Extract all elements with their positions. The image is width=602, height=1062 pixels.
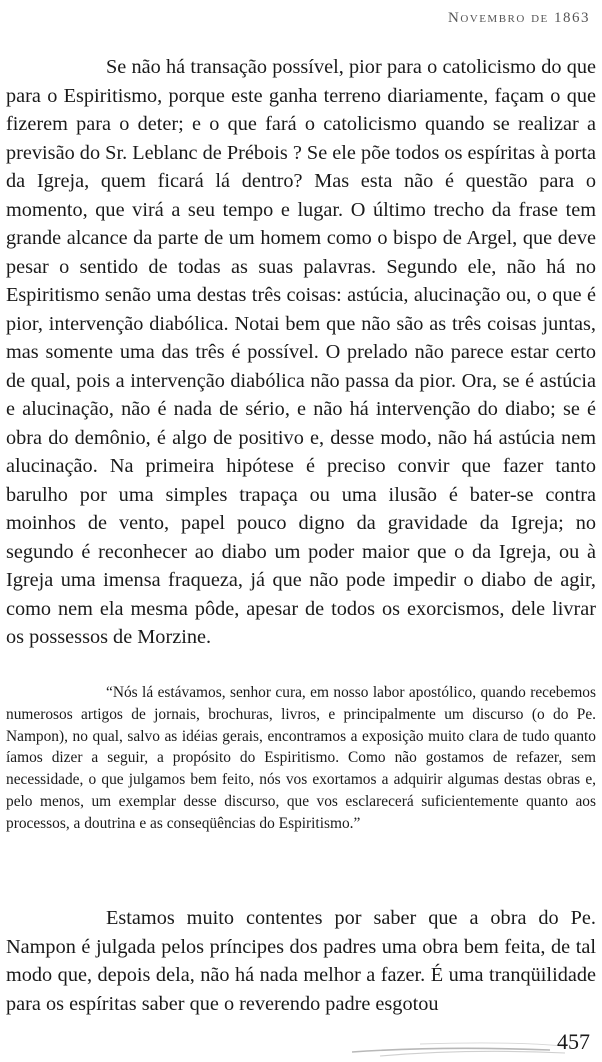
running-header: Novembro de 1863 xyxy=(447,10,590,26)
page-number: 457 xyxy=(557,1029,590,1054)
block-quote: “Nós lá estávamos, senhor cura, em nosso labor apostólico, quando recebemos numerosos artigos de jornais, brochuras, livros, e principalmente um discurso (o do Pe. Nampon), no qual, salvo as idéias gerais, encontramos a exposição muito clara de tudo quanto íamos dizer a seguir, a propósito do Espiritismo. Como não gostamos de refazer, sem necessidade, o que julgamos bem feito, nós vos exortamos a adquirir algumas destas obras e, pelo menos, um exemplar desse discurso, que vos esclarecerá suficientemente quanto aos processos, a doutrina e as conseqüências do Espiritismo.” xyxy=(6,684,596,832)
body-paragraph-2: Estamos muito contentes por saber que a obra do Pe. Nampon é julgada pelos príncipes dos padres uma obra bem feita, de tal modo que, depois dela, não há nada melhor a fazer. É uma tranqüilidade para os espíritas saber que o reverendo padre esgotou xyxy=(6,907,596,1015)
body-paragraph-1: Se não há transação possível, pior para o catolicismo do que para o Espiritismo, porque este ganha terreno diariamente, façam o que fizerem para o deter; e o que fará o catolicismo quando se realizar a previsão do Sr. Leblanc de Prébois ? Se ele põe todos os espíritas à porta da Igreja, quem ficará lá dentro? Mas esta não é questão para o momento, que virá a seu tempo e lugar. O último trecho da frase tem grande alcance da parte de um homem como o bispo de Argel, que deve pesar o sentido de todas as suas palavras. Segundo ele, não há no Espiritismo senão uma destas três coisas: astúcia, alucinação ou, o que é pior, intervenção diabólica. Notai bem que não são as três coisas juntas, mas somente uma das três é possível. O prelado não parece estar certo de qual, pois a intervenção diabólica não passa da pior. Ora, se é astúcia e alucinação, não é nada de sério, e não há intervenção do diabo; se é obra do demônio, é algo de positivo e, desse modo, não há astúcia nem alucinação. Na primeira hipótese é preciso convir que fazer tanto barulho por uma simples trapaça ou uma ilusão é bater-se contra moinhos de vento, papel pouco digno da gravidade da Igreja; no segundo é reconhecer ao diabo um poder maior que o da Igreja, ou à Igreja uma imensa fraqueza, já que não pode impedir o diabo de agir, como nem ela mesma pôde, apesar de todos os exorcismos, dele livrar os possessos de Morzine. xyxy=(6,56,596,648)
footer-ornament xyxy=(350,1030,570,1060)
